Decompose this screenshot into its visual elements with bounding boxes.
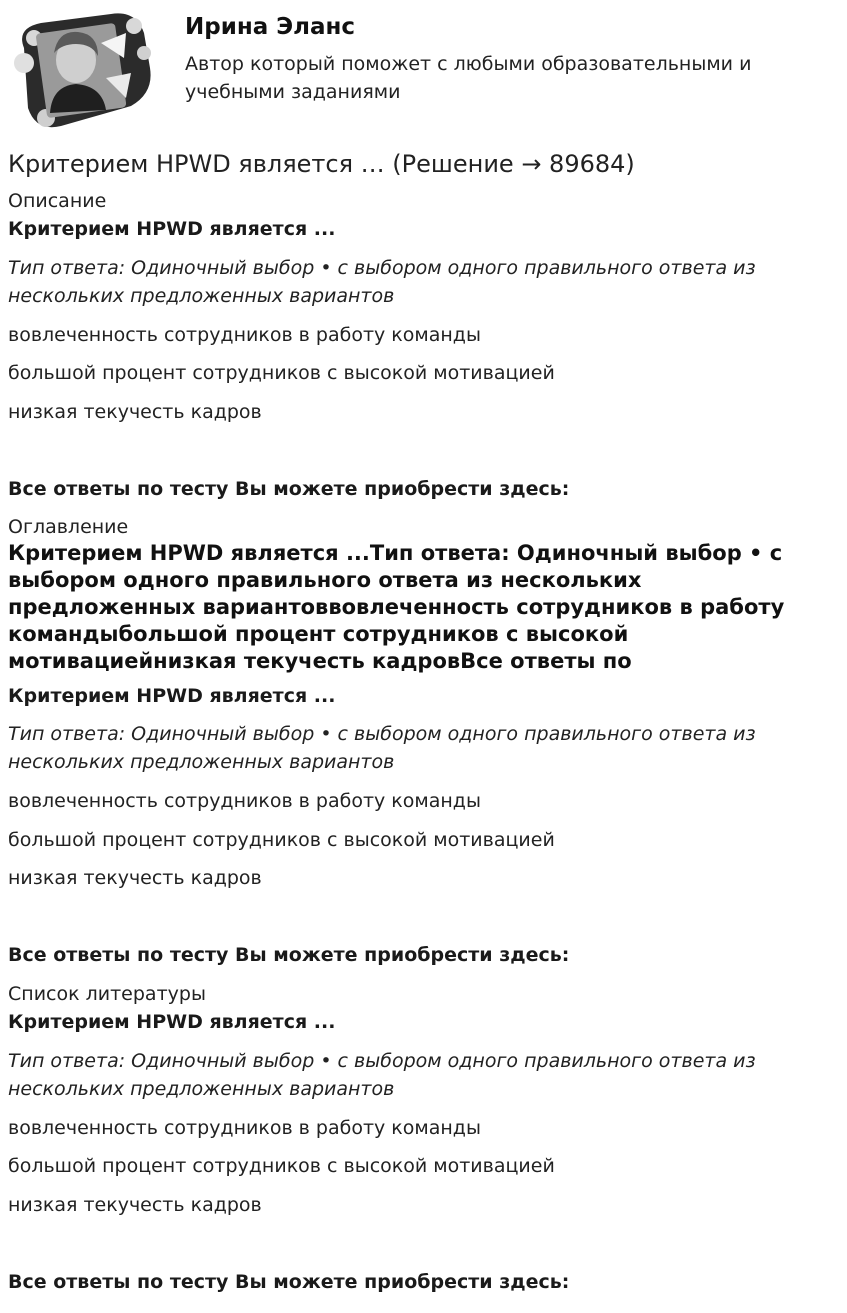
author-name[interactable]: Ирина Эланс <box>185 14 356 40</box>
question-type: Тип ответа: Одиночный выбор • с выбором одного правильного ответа из нескольких предложенных вариантов <box>8 257 756 307</box>
author-avatar[interactable] <box>6 8 152 128</box>
answer-option: вовлеченность сотрудников в работу команды <box>8 324 481 346</box>
question-text: Критерием HPWD является ... <box>8 685 336 707</box>
author-card <box>0 0 847 140</box>
question-text: Критерием HPWD является ... <box>8 1011 336 1033</box>
buy-answers-text: Все ответы по тесту Вы можете приобрести здесь: <box>8 478 570 500</box>
buy-answers-text: Все ответы по тесту Вы можете приобрести здесь: <box>8 944 570 966</box>
answer-option: большой процент сотрудников с высокой мотивацией <box>8 829 555 851</box>
answer-option: низкая текучесть кадров <box>8 1194 262 1216</box>
answer-option: вовлеченность сотрудников в работу команды <box>8 790 481 812</box>
section-label-literature: Список литературы <box>8 983 206 1005</box>
buy-answers-text: Все ответы по тесту Вы можете приобрести здесь: <box>8 1271 570 1293</box>
answer-option: низкая текучесть кадров <box>8 401 262 423</box>
section-label-description: Описание <box>8 190 107 212</box>
question-type: Тип ответа: Одиночный выбор • с выбором одного правильного ответа из нескольких предложенных вариантов <box>8 1050 756 1100</box>
page-title: Критерием HPWD является … (Решение → 89684) <box>8 150 635 178</box>
question-type: Тип ответа: Одиночный выбор • с выбором одного правильного ответа из нескольких предложенных вариантов <box>8 723 756 773</box>
section-label-toc: Оглавление <box>8 516 129 538</box>
answer-option: вовлеченность сотрудников в работу команды <box>8 1117 481 1139</box>
answer-option: большой процент сотрудников с высокой мотивацией <box>8 1155 555 1177</box>
toc-text: Критерием HPWD является ...Тип ответа: Одиночный выбор • с выбором одного правильного ответа из нескольких предложенных вариантоввовлеченность сотрудников в работу командыбольшой процент сотрудников с высокой мотивациейнизкая текучесть кадровВсе ответы по <box>8 541 785 673</box>
question-text: Критерием HPWD является ... <box>8 218 336 240</box>
answer-option: низкая текучесть кадров <box>8 867 262 889</box>
answer-option: большой процент сотрудников с высокой мотивацией <box>8 362 555 384</box>
author-description: Автор который поможет с любыми образовательными и учебными заданиями <box>185 53 752 103</box>
